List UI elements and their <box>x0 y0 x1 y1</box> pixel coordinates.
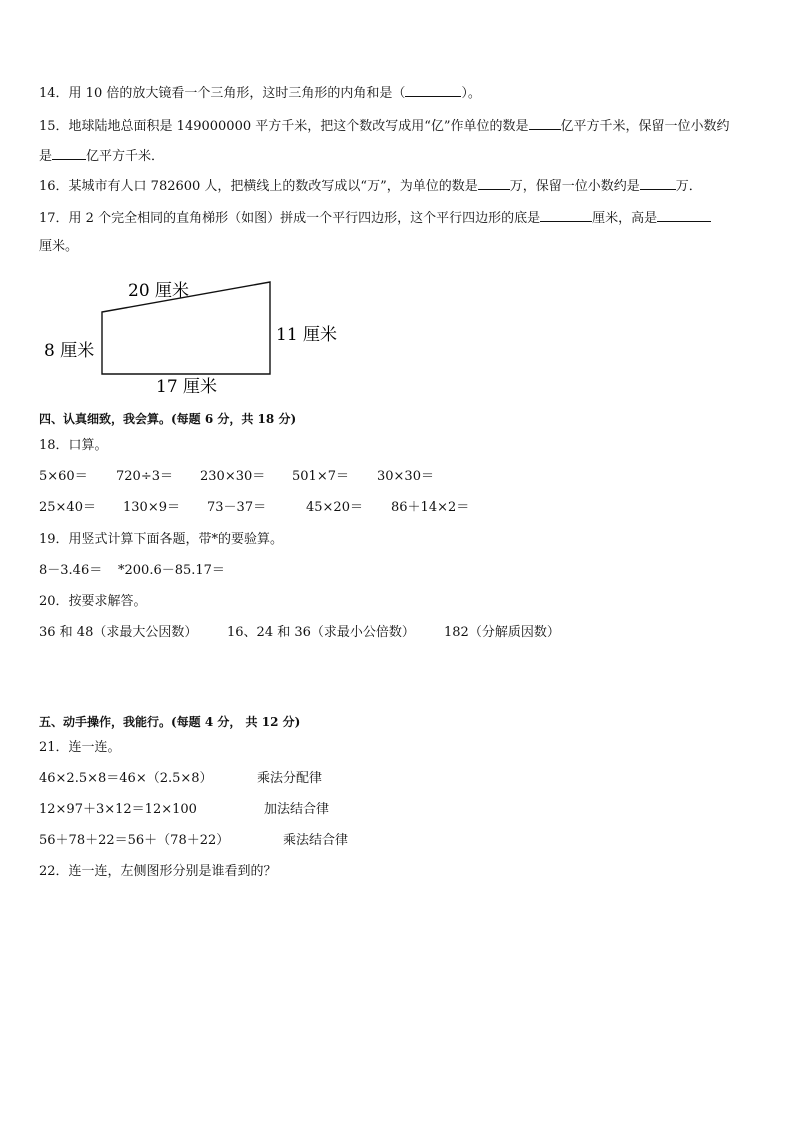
task-item: 182（分解质因数） <box>444 625 560 640</box>
question-17-text-b: 厘米，高是 <box>592 211 658 226</box>
calc-item: 230×30＝ <box>200 469 266 484</box>
question-17-line-1 <box>39 208 711 228</box>
match-right-item[interactable]: 加法结合律 <box>264 802 330 817</box>
question-14-text: 14．用 10 倍的放大镜看一个三角形，这时三角形的内角和是（ <box>39 86 406 101</box>
calc-item: 501×7＝ <box>292 469 349 484</box>
trapezoid-figure <box>30 270 350 400</box>
match-right-item[interactable]: 乘法结合律 <box>283 833 349 848</box>
calc-item: 25×40＝ <box>39 500 96 515</box>
question-18-row-1 <box>39 468 759 486</box>
question-16-text-a: 16．某城市有人口 782600 人，把横线上的数改写成以“万”，为单位的数是 <box>39 179 478 194</box>
question-15-line-1 <box>39 116 730 136</box>
question-14-end: ）。 <box>461 86 481 101</box>
question-15-text-d: 亿平方千米． <box>86 149 165 164</box>
question-16-text-b: 万，保留一位小数约是 <box>509 179 640 194</box>
question-14 <box>39 83 481 103</box>
calc-item: 73－37＝ <box>207 500 267 515</box>
question-15-text-a: 15．地球陆地总面积是 149000000 平方千米，把这个数改写成用“亿”作单位的数是 <box>39 119 529 134</box>
question-15-line-2 <box>39 146 164 166</box>
calc-item: 8－3.46＝ <box>39 563 103 578</box>
question-16-text-c: 万． <box>675 179 702 194</box>
question-18-row-2 <box>39 499 759 517</box>
right-side-label: 11 厘米 <box>276 325 338 345</box>
question-21-row-1 <box>39 770 759 788</box>
answer-blank[interactable] <box>52 146 86 160</box>
question-17-text-a: 17．用 2 个完全相同的直角梯形（如图）拼成一个平行四边形，这个平行四边形的底是 <box>39 211 541 226</box>
calc-item: 45×20＝ <box>306 500 363 515</box>
question-15-text-b: 亿平方千米，保留一位小数约 <box>560 119 730 134</box>
question-16 <box>39 176 702 196</box>
question-20-items <box>39 624 759 642</box>
question-21-title: 21．连一连。 <box>39 740 121 755</box>
left-side-label: 8 厘米 <box>44 341 95 361</box>
match-left-item[interactable]: 12×97＋3×12＝12×100 <box>39 802 197 817</box>
section-4-heading: 四、认真细致，我会算。(每题 6 分，共 18 分) <box>39 412 297 426</box>
match-left-item[interactable]: 56＋78＋22＝56＋（78＋22） <box>39 833 230 848</box>
question-17-line-2 <box>39 238 78 256</box>
answer-blank[interactable] <box>657 208 711 222</box>
match-right-item[interactable]: 乘法分配律 <box>257 771 323 786</box>
answer-blank[interactable] <box>405 83 461 97</box>
question-19-title: 19．用竖式计算下面各题，带*的要验算。 <box>39 532 284 547</box>
question-17-text-c: 厘米。 <box>39 239 79 254</box>
calc-item: 86＋14×2＝ <box>391 500 470 515</box>
question-20-title: 20．按要求解答。 <box>39 594 147 609</box>
calc-item: 130×9＝ <box>123 500 180 515</box>
question-21-row-3 <box>39 832 759 850</box>
calc-item: *200.6－85.17＝ <box>118 563 225 578</box>
calc-item: 720÷3＝ <box>116 469 173 484</box>
task-item: 16、24 和 36（求最小公倍数） <box>227 625 415 640</box>
question-18-title: 18．口算。 <box>39 438 108 453</box>
question-22-title: 22．连一连，左侧图形分别是谁看到的？ <box>39 864 277 879</box>
answer-blank[interactable] <box>540 208 592 222</box>
match-left-item[interactable]: 46×2.5×8＝46×（2.5×8） <box>39 771 213 786</box>
question-15-text-c: 是 <box>39 149 53 164</box>
answer-blank[interactable] <box>478 176 510 190</box>
calc-item: 5×60＝ <box>39 469 88 484</box>
bottom-side-label: 17 厘米 <box>156 377 218 397</box>
question-21-row-2 <box>39 801 759 819</box>
answer-blank[interactable] <box>640 176 676 190</box>
section-5-heading: 五、动手操作，我能行。(每题 4 分， 共 12 分) <box>39 715 301 729</box>
answer-blank[interactable] <box>529 116 561 130</box>
task-item: 36 和 48（求最大公因数） <box>39 625 198 640</box>
question-19-items <box>39 562 759 580</box>
calc-item: 30×30＝ <box>377 469 434 484</box>
top-side-label: 20 厘米 <box>128 281 190 301</box>
